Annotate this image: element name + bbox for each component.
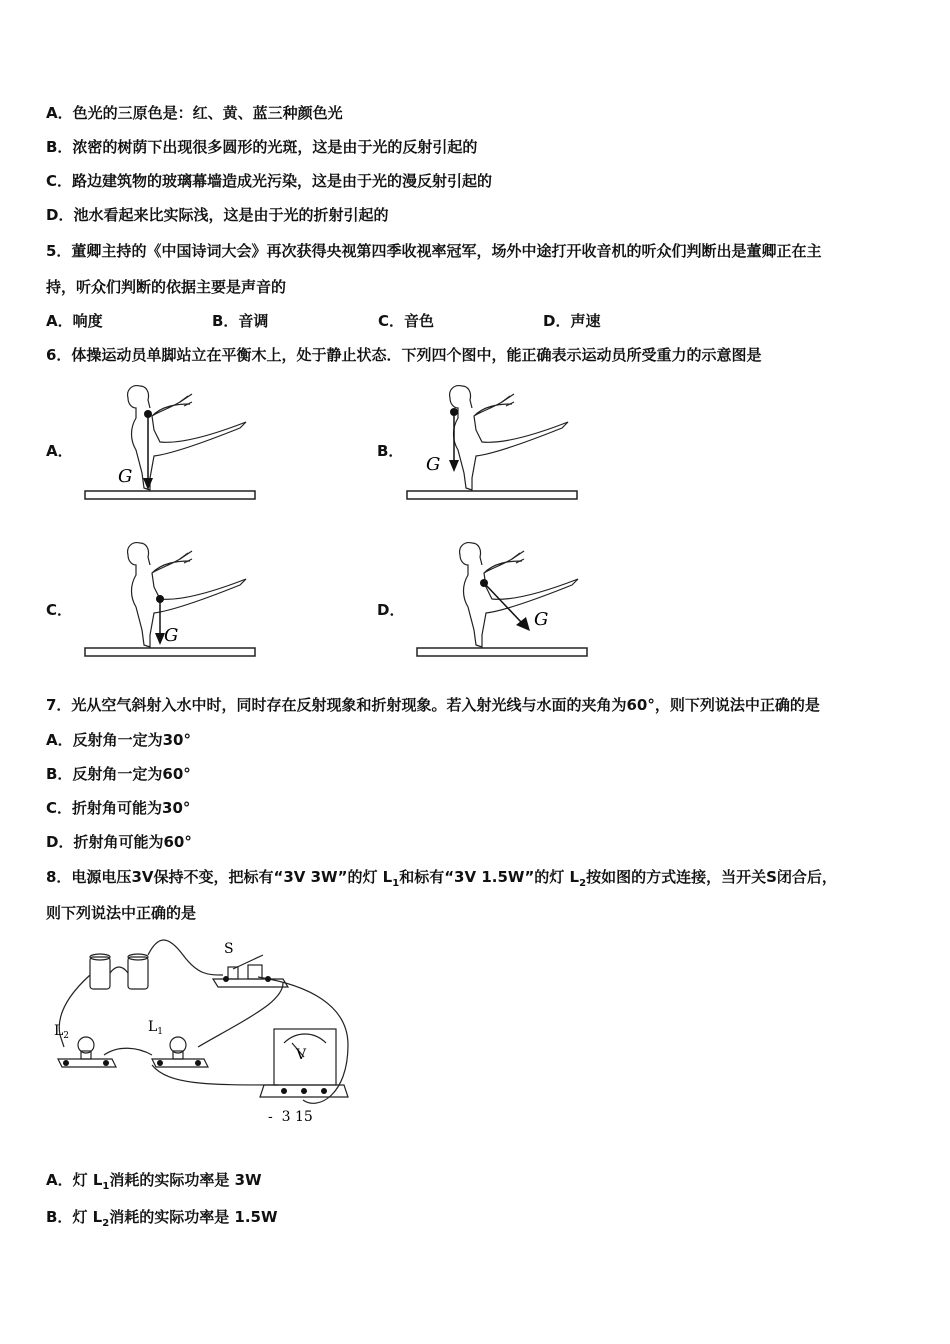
q6-label-b: B． bbox=[377, 442, 404, 460]
switch-label: S bbox=[224, 941, 234, 957]
gymnast-figure-a bbox=[80, 378, 260, 506]
q8-stem-sub1: 1 bbox=[392, 878, 400, 889]
q5-option-d: D．声速 bbox=[543, 312, 601, 330]
q8-option-b-pre: B．灯 L bbox=[46, 1208, 103, 1226]
q6-label-a: A． bbox=[46, 442, 73, 460]
force-label-d: G bbox=[534, 609, 549, 630]
force-label-a: G bbox=[118, 466, 133, 487]
battery-1 bbox=[90, 957, 110, 989]
lamp-l1-label: $L_1$ bbox=[148, 1019, 164, 1037]
q7-option-c: C．折射角可能为30° bbox=[46, 799, 191, 817]
q6-stem: 6．体操运动员单脚站立在平衡木上，处于静止状态．下列四个图中，能正确表示运动员所受重力的示意图是 bbox=[46, 346, 762, 364]
q8-option-b bbox=[46, 1206, 278, 1229]
q8-stem-part-b: 和标有“3V 1.5W”的灯 L bbox=[399, 868, 580, 886]
q8-stem-line1 bbox=[46, 866, 837, 889]
gymnast-figure-d bbox=[412, 535, 592, 663]
q5-stem-line2: 持，听众们判断的依据主要是声音的 bbox=[46, 278, 287, 296]
gymnast-figure-b bbox=[402, 378, 582, 506]
q4-option-a: A．色光的三原色是：红、黄、蓝三种颜色光 bbox=[46, 104, 343, 122]
voltmeter-label: V bbox=[296, 1047, 307, 1063]
q6-label-c: C． bbox=[46, 601, 73, 619]
q8-option-a-post: 消耗的实际功率是 3W bbox=[109, 1171, 262, 1189]
q5-option-c: C．音色 bbox=[378, 312, 435, 330]
q8-option-b-sub: 2 bbox=[102, 1218, 110, 1229]
q7-option-a: A．反射角一定为30° bbox=[46, 731, 191, 749]
force-label-b: G bbox=[426, 454, 441, 475]
q8-stem-part-c: 按如图的方式连接，当开关S闭合后， bbox=[586, 868, 837, 886]
q5-option-a: A．响度 bbox=[46, 312, 103, 330]
q8-stem-line2: 则下列说法中正确的是 bbox=[46, 904, 197, 922]
circuit-diagram bbox=[48, 935, 358, 1135]
q8-stem-part-a: 8．电源电压3V保持不变，把标有“3V 3W”的灯 L bbox=[46, 868, 393, 886]
voltmeter-terminals: - 3 15 bbox=[268, 1109, 313, 1125]
battery-2 bbox=[128, 957, 148, 989]
q8-option-a bbox=[46, 1169, 262, 1192]
gymnast-figure-c bbox=[80, 535, 260, 663]
q7-option-b: B．反射角一定为60° bbox=[46, 765, 191, 783]
q8-option-b-post: 消耗的实际功率是 1.5W bbox=[109, 1208, 278, 1226]
q4-option-b: B．浓密的树荫下出现很多圆形的光斑，这是由于光的反射引起的 bbox=[46, 138, 478, 156]
q5-option-b: B．音调 bbox=[212, 312, 269, 330]
q7-stem: 7．光从空气斜射入水中时，同时存在反射现象和折射现象。若入射光线与水面的夹角为60°，则下列说法中正确的是 bbox=[46, 696, 820, 714]
q7-option-d: D．折射角可能为60° bbox=[46, 833, 192, 851]
q8-option-a-pre: A．灯 L bbox=[46, 1171, 103, 1189]
q8-stem-sub2: 2 bbox=[579, 878, 587, 889]
q4-option-d: D．池水看起来比实际浅，这是由于光的折射引起的 bbox=[46, 206, 389, 224]
q6-label-d: D． bbox=[377, 601, 405, 619]
q4-option-c: C．路边建筑物的玻璃幕墙造成光污染，这是由于光的漫反射引起的 bbox=[46, 172, 493, 190]
lamp-l2-label: $L_2$ bbox=[54, 1023, 70, 1041]
q8-option-a-sub: 1 bbox=[102, 1181, 110, 1192]
force-label-c: G bbox=[164, 625, 179, 646]
q5-stem-line1: 5．董卿主持的《中国诗词大会》再次获得央视第四季收视率冠军，场外中途打开收音机的听众们判断出是董卿正在主 bbox=[46, 242, 822, 260]
